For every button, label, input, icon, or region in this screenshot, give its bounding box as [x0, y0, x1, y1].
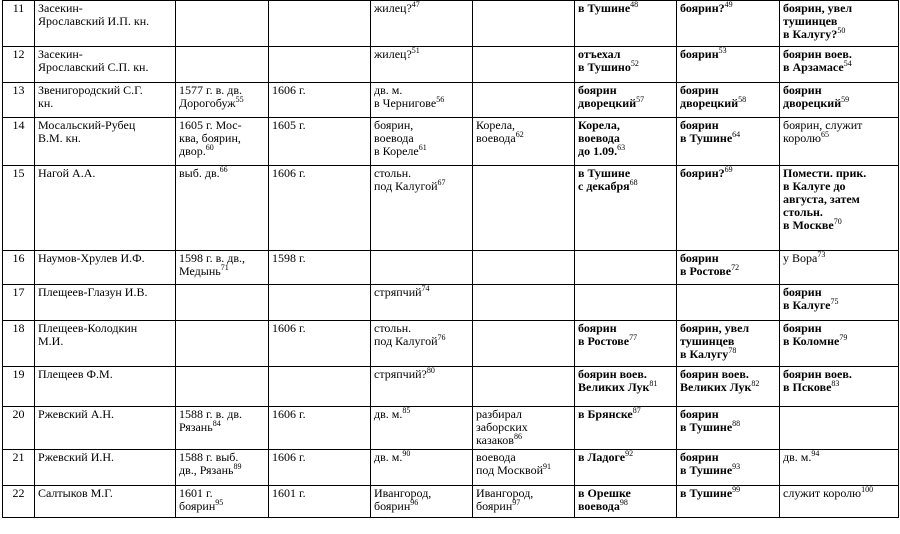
footnote-ref[interactable]: 63 — [617, 143, 626, 152]
footnote-ref[interactable]: 49 — [724, 0, 733, 9]
cell-c7 — [677, 1, 780, 47]
table-row — [3, 166, 899, 251]
cell-c7 — [677, 486, 780, 518]
cell-text: Засекин- Ярославский С.П. кн. — [38, 47, 149, 74]
cell-num — [3, 486, 35, 518]
cell-num — [3, 83, 35, 118]
footnote-ref[interactable]: 60 — [205, 143, 214, 152]
footnote-ref[interactable]: 65 — [821, 130, 830, 139]
footnote-ref[interactable]: 71 — [220, 263, 229, 272]
table-body — [3, 1, 899, 518]
cell-text: боярин воев. в Пскове — [783, 367, 852, 394]
cell-c6 — [575, 83, 677, 118]
cell-text: стольн. под Калугой — [374, 321, 438, 348]
cell-text: Корела, воевода — [476, 118, 516, 145]
cell-text: 1577 г. в. дв. Дорогобуж — [179, 83, 243, 110]
cell-text: 17 — [12, 285, 25, 299]
cell-text: в Тушине с декабря — [578, 166, 631, 193]
cell-name — [35, 486, 176, 518]
footnote-ref[interactable]: 58 — [738, 95, 747, 104]
footnote-ref[interactable]: 53 — [718, 46, 727, 55]
cell-name — [35, 407, 176, 450]
footnote-ref[interactable]: 77 — [629, 333, 638, 342]
footnote-ref[interactable]: 89 — [233, 462, 242, 471]
cell-c8 — [780, 83, 899, 118]
cell-text: 12 — [12, 47, 25, 61]
footnote-ref[interactable]: 76 — [437, 333, 446, 342]
cell-c5 — [473, 251, 575, 285]
cell-c8 — [780, 407, 899, 450]
cell-c5 — [473, 407, 575, 450]
cell-c3 — [269, 83, 371, 118]
cell-text: 1606 г. — [272, 450, 306, 464]
cell-num — [3, 166, 35, 251]
cell-c6 — [575, 450, 677, 486]
cell-text: 21 — [12, 450, 25, 464]
cell-text: стольн. под Калугой — [374, 166, 438, 193]
cell-text: боярин дворецкий — [578, 83, 637, 110]
footnote-ref[interactable]: 83 — [831, 379, 840, 388]
cell-c7 — [677, 118, 780, 166]
cell-c2 — [176, 83, 269, 118]
footnote-ref[interactable]: 52 — [630, 59, 639, 68]
table-row — [3, 251, 899, 285]
cell-name — [35, 118, 176, 166]
nobility-table — [2, 0, 899, 518]
cell-c2 — [176, 47, 269, 83]
footnote-ref[interactable]: 99 — [732, 485, 741, 494]
cell-c2 — [176, 251, 269, 285]
cell-c2 — [176, 118, 269, 166]
cell-text: 13 — [12, 83, 25, 97]
footnote-ref[interactable]: 54 — [843, 59, 852, 68]
footnote-ref[interactable]: 59 — [841, 95, 850, 104]
table-row — [3, 367, 899, 407]
cell-c8 — [780, 321, 899, 367]
cell-text: боярин дворецкий — [680, 83, 739, 110]
cell-c4 — [371, 367, 473, 407]
footnote-ref[interactable]: 72 — [731, 263, 740, 272]
cell-text: 1601 г. боярин — [179, 486, 216, 513]
cell-text: боярин в Тушине — [680, 118, 733, 145]
footnote-ref[interactable]: 61 — [418, 143, 427, 152]
cell-name — [35, 321, 176, 367]
cell-c6 — [575, 285, 677, 321]
cell-c6 — [575, 407, 677, 450]
cell-num — [3, 118, 35, 166]
cell-c6 — [575, 321, 677, 367]
cell-text: 1605 г. Мос- ква, боярин, двор. — [179, 118, 242, 158]
cell-text: у Вора — [783, 251, 818, 265]
footnote-ref[interactable]: 48 — [630, 0, 639, 9]
footnote-ref[interactable]: 81 — [649, 379, 658, 388]
cell-c3 — [269, 321, 371, 367]
cell-c3 — [269, 450, 371, 486]
cell-c6 — [575, 486, 677, 518]
cell-c8 — [780, 450, 899, 486]
cell-text: 15 — [12, 166, 25, 180]
cell-c3 — [269, 285, 371, 321]
footnote-ref[interactable]: 97 — [512, 498, 521, 507]
cell-text: 11 — [12, 1, 25, 15]
cell-c5 — [473, 450, 575, 486]
table-row — [3, 1, 899, 47]
cell-c4 — [371, 407, 473, 450]
footnote-ref[interactable]: 73 — [817, 250, 826, 259]
cell-c8 — [780, 1, 899, 47]
footnote-ref[interactable]: 84 — [212, 419, 221, 428]
cell-name — [35, 47, 176, 83]
cell-text: в Брянске — [578, 407, 633, 421]
cell-text: 20 — [12, 407, 25, 421]
cell-text: Плещеев-Колодкин М.И. — [38, 321, 138, 348]
cell-text: выб. дв. — [179, 166, 220, 180]
cell-c7 — [677, 251, 780, 285]
cell-c2 — [176, 285, 269, 321]
cell-num — [3, 1, 35, 47]
cell-c3 — [269, 407, 371, 450]
footnote-ref[interactable]: 88 — [732, 419, 741, 428]
cell-text: Ивангород, боярин — [374, 486, 432, 513]
cell-text: в Тушине — [680, 486, 733, 500]
cell-c2 — [176, 486, 269, 518]
cell-text: боярин? — [680, 166, 725, 180]
footnote-ref[interactable]: 98 — [619, 498, 628, 507]
cell-text: 22 — [12, 486, 25, 500]
cell-c2 — [176, 321, 269, 367]
cell-text: Наумов-Хрулев И.Ф. — [38, 251, 145, 265]
footnote-ref[interactable]: 79 — [839, 333, 848, 342]
cell-c5 — [473, 285, 575, 321]
footnote-ref[interactable]: 92 — [625, 449, 634, 458]
cell-c6 — [575, 47, 677, 83]
cell-text: боярин в Коломне — [783, 321, 840, 348]
cell-num — [3, 407, 35, 450]
cell-text: Засекин- Ярославский И.П. кн. — [38, 1, 150, 28]
cell-text: 1588 г. в. дв. Рязань — [179, 407, 243, 434]
footnote-ref[interactable]: 86 — [513, 432, 522, 441]
cell-c7 — [677, 367, 780, 407]
cell-c5 — [473, 166, 575, 251]
cell-num — [3, 285, 35, 321]
cell-c4 — [371, 450, 473, 486]
cell-name — [35, 83, 176, 118]
cell-c6 — [575, 166, 677, 251]
cell-c7 — [677, 47, 780, 83]
cell-text: дв. м. — [374, 450, 403, 464]
footnote-ref[interactable]: 78 — [728, 346, 737, 355]
cell-name — [35, 1, 176, 47]
cell-c7 — [677, 407, 780, 450]
cell-c6 — [575, 118, 677, 166]
cell-text: в Тушине — [578, 1, 631, 15]
cell-num — [3, 367, 35, 407]
cell-c7 — [677, 83, 780, 118]
cell-c5 — [473, 83, 575, 118]
cell-text: боярин в Ростове — [578, 321, 630, 348]
cell-c8 — [780, 367, 899, 407]
cell-text: боярин — [680, 47, 719, 61]
footnote-ref[interactable]: 74 — [421, 284, 430, 293]
cell-c4 — [371, 1, 473, 47]
cell-c7 — [677, 450, 780, 486]
cell-text: Салтыков М.Г. — [38, 486, 113, 500]
footnote-ref[interactable]: 75 — [830, 297, 839, 306]
cell-c5 — [473, 118, 575, 166]
cell-c2 — [176, 166, 269, 251]
cell-c3 — [269, 118, 371, 166]
cell-text: в Ладоге — [578, 450, 626, 464]
cell-text: разбирал заборских казаков — [476, 407, 528, 447]
cell-c4 — [371, 285, 473, 321]
cell-text: 19 — [12, 367, 25, 381]
cell-c3 — [269, 47, 371, 83]
footnote-ref[interactable]: 64 — [732, 130, 741, 139]
cell-c4 — [371, 83, 473, 118]
footnote-ref[interactable]: 68 — [629, 178, 638, 187]
table-row — [3, 285, 899, 321]
table-row — [3, 407, 899, 450]
footnote-ref[interactable]: 90 — [402, 449, 411, 458]
footnote-ref[interactable]: 62 — [515, 130, 524, 139]
cell-num — [3, 321, 35, 367]
footnote-ref[interactable]: 80 — [426, 366, 435, 375]
cell-text: боярин в Тушине — [680, 407, 733, 434]
cell-text: 1588 г. выб. дв., Рязань — [179, 450, 239, 477]
cell-c8 — [780, 285, 899, 321]
footnote-ref[interactable]: 93 — [732, 462, 741, 471]
cell-c5 — [473, 47, 575, 83]
cell-text: Плещеев-Глазун И.В. — [38, 285, 148, 299]
cell-text: дв. м. — [374, 407, 403, 421]
cell-text: Корела, воевода до 1.09. — [578, 118, 620, 158]
cell-c6 — [575, 251, 677, 285]
footnote-ref[interactable]: 70 — [833, 217, 842, 226]
cell-c2 — [176, 407, 269, 450]
cell-name — [35, 166, 176, 251]
footnote-ref[interactable]: 100 — [861, 485, 874, 494]
cell-c4 — [371, 251, 473, 285]
cell-text: 14 — [12, 118, 25, 132]
cell-c5 — [473, 321, 575, 367]
table-row — [3, 450, 899, 486]
cell-num — [3, 450, 35, 486]
footnote-ref[interactable]: 57 — [636, 95, 645, 104]
cell-text: Помести. прик. в Калуге до августа, затем стольн. в Москве — [783, 166, 867, 232]
cell-c3 — [269, 166, 371, 251]
table-row — [3, 118, 899, 166]
cell-text: жилец? — [374, 1, 412, 15]
cell-c3 — [269, 486, 371, 518]
cell-text: стряпчий? — [374, 367, 427, 381]
cell-c5 — [473, 1, 575, 47]
table-row — [3, 486, 899, 518]
cell-text: 16 — [12, 251, 25, 265]
cell-text: 1606 г. — [272, 407, 306, 421]
cell-text: воевода под Москвой — [476, 450, 544, 477]
cell-text: стряпчий — [374, 285, 422, 299]
cell-num — [3, 251, 35, 285]
cell-c2 — [176, 1, 269, 47]
cell-c4 — [371, 166, 473, 251]
cell-text: Нагой А.А. — [38, 166, 96, 180]
table-row — [3, 47, 899, 83]
cell-name — [35, 367, 176, 407]
footnote-ref[interactable]: 69 — [724, 165, 733, 174]
cell-text: Ржевский А.Н. — [38, 407, 115, 421]
cell-c4 — [371, 118, 473, 166]
cell-c4 — [371, 486, 473, 518]
cell-c6 — [575, 367, 677, 407]
cell-c8 — [780, 118, 899, 166]
footnote-ref[interactable]: 47 — [411, 0, 420, 9]
footnote-ref[interactable]: 51 — [411, 46, 420, 55]
cell-text: 18 — [12, 321, 25, 335]
cell-num — [3, 47, 35, 83]
cell-text: боярин воев. Великих Лук — [578, 367, 650, 394]
footnote-ref[interactable]: 96 — [410, 498, 419, 507]
cell-text: боярин, увел тушинцев в Калугу — [680, 321, 750, 361]
cell-text: 1598 г. — [272, 251, 306, 265]
cell-text: Ржевский И.Н. — [38, 450, 115, 464]
cell-text: Мосальский-Рубец В.М. кн. — [38, 118, 136, 145]
cell-c3 — [269, 251, 371, 285]
cell-c3 — [269, 1, 371, 47]
cell-text: жилец? — [374, 47, 412, 61]
cell-c7 — [677, 166, 780, 251]
cell-text: боярин в Калуге — [783, 285, 831, 312]
cell-c4 — [371, 321, 473, 367]
cell-text: отъехал в Тушино — [578, 47, 631, 74]
cell-text: боярин воев. Великих Лук — [680, 367, 752, 394]
cell-text: дв. м. в Чернигове — [374, 83, 437, 110]
cell-text: служит королю — [783, 486, 862, 500]
cell-text: в Орешке воевода — [578, 486, 631, 513]
cell-name — [35, 285, 176, 321]
cell-text: Ивангород, боярин — [476, 486, 534, 513]
cell-text: боярин, воевода в Кореле — [374, 118, 419, 158]
cell-text: боярин воев. в Арзамасе — [783, 47, 852, 74]
cell-text: боярин в Ростове — [680, 251, 732, 278]
cell-c2 — [176, 367, 269, 407]
footnote-ref[interactable]: 82 — [751, 379, 760, 388]
cell-text: боярин, увел тушинцев в Калугу? — [783, 1, 853, 41]
footnote-ref[interactable]: 50 — [837, 26, 846, 35]
table-row — [3, 321, 899, 367]
cell-text: боярин в Тушине — [680, 450, 733, 477]
cell-text: 1601 г. — [272, 486, 306, 500]
cell-c7 — [677, 285, 780, 321]
cell-text: 1605 г. — [272, 118, 306, 132]
footnote-ref[interactable]: 67 — [437, 178, 446, 187]
cell-c8 — [780, 166, 899, 251]
cell-text: 1598 г. в. дв., Медынь — [179, 251, 246, 278]
cell-text: дв. м. — [783, 450, 812, 464]
cell-text: Звенигородский С.Г. кн. — [38, 83, 143, 110]
footnote-ref[interactable]: 87 — [632, 406, 641, 415]
cell-name — [35, 450, 176, 486]
cell-text: 1606 г. — [272, 83, 306, 97]
footnote-ref[interactable]: 91 — [543, 462, 552, 471]
cell-c5 — [473, 486, 575, 518]
footnote-ref[interactable]: 85 — [402, 406, 411, 415]
cell-text: 1606 г. — [272, 321, 306, 335]
cell-text: боярин дворецкий — [783, 83, 842, 110]
cell-c4 — [371, 47, 473, 83]
cell-c3 — [269, 367, 371, 407]
table-row — [3, 83, 899, 118]
cell-text: боярин, служит королю — [783, 118, 863, 145]
footnote-ref[interactable]: 55 — [235, 95, 244, 104]
cell-c8 — [780, 486, 899, 518]
footnote-ref[interactable]: 94 — [811, 449, 820, 458]
cell-text: Плещеев Ф.М. — [38, 367, 113, 381]
footnote-ref[interactable]: 95 — [215, 498, 224, 507]
cell-c2 — [176, 450, 269, 486]
cell-name — [35, 251, 176, 285]
cell-c7 — [677, 321, 780, 367]
footnote-ref[interactable]: 56 — [436, 95, 445, 104]
cell-c6 — [575, 1, 677, 47]
cell-text: 1606 г. — [272, 166, 306, 180]
footnote-ref[interactable]: 66 — [219, 165, 228, 174]
cell-text: боярин? — [680, 1, 725, 15]
cell-c8 — [780, 47, 899, 83]
cell-c5 — [473, 367, 575, 407]
cell-c8 — [780, 251, 899, 285]
